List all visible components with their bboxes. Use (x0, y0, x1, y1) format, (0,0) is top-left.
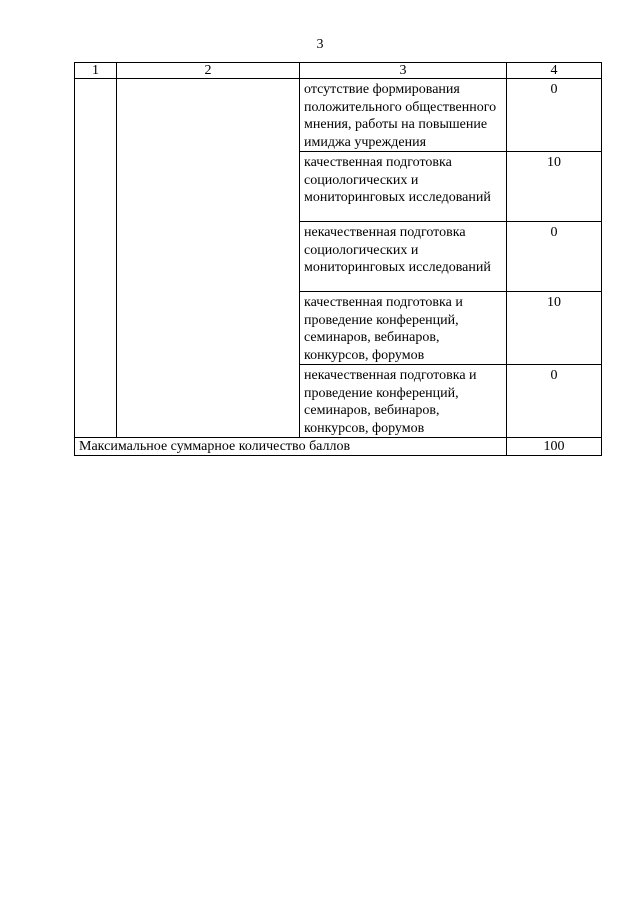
header-cell-2: 2 (117, 63, 300, 79)
table-header-row (75, 63, 602, 79)
total-value: 100 (507, 438, 602, 456)
score-cell: 0 (507, 365, 602, 438)
criterion-cell: некачественная подготовка социологических и мониторинговых исследований (300, 222, 507, 292)
table-total-row (75, 438, 602, 456)
score-cell: 0 (507, 222, 602, 292)
score-cell: 10 (507, 152, 602, 222)
page-number: 3 (316, 37, 324, 52)
merged-empty-cell-col2 (117, 79, 300, 438)
score-cell: 10 (507, 292, 602, 365)
header-cell-4: 4 (507, 63, 602, 79)
header-cell-3: 3 (300, 63, 507, 79)
total-label: Максимальное суммарное количество баллов (75, 438, 507, 456)
criterion-cell: отсутствие формирования положительного общественного мнения, работы на повышение имиджа учреждения (300, 79, 507, 152)
criterion-cell: некачественная подготовка и проведение конференций, семинаров, вебинаров, конкурсов, форумов (300, 365, 507, 438)
header-cell-1: 1 (75, 63, 117, 79)
merged-empty-cell-col1 (75, 79, 117, 438)
criteria-table (74, 62, 602, 456)
score-cell: 0 (507, 79, 602, 152)
criterion-cell: качественная подготовка и проведение конференций, семинаров, вебинаров, конкурсов, форумов (300, 292, 507, 365)
criterion-cell: качественная подготовка социологических и мониторинговых исследований (300, 152, 507, 222)
table-row (75, 79, 602, 152)
